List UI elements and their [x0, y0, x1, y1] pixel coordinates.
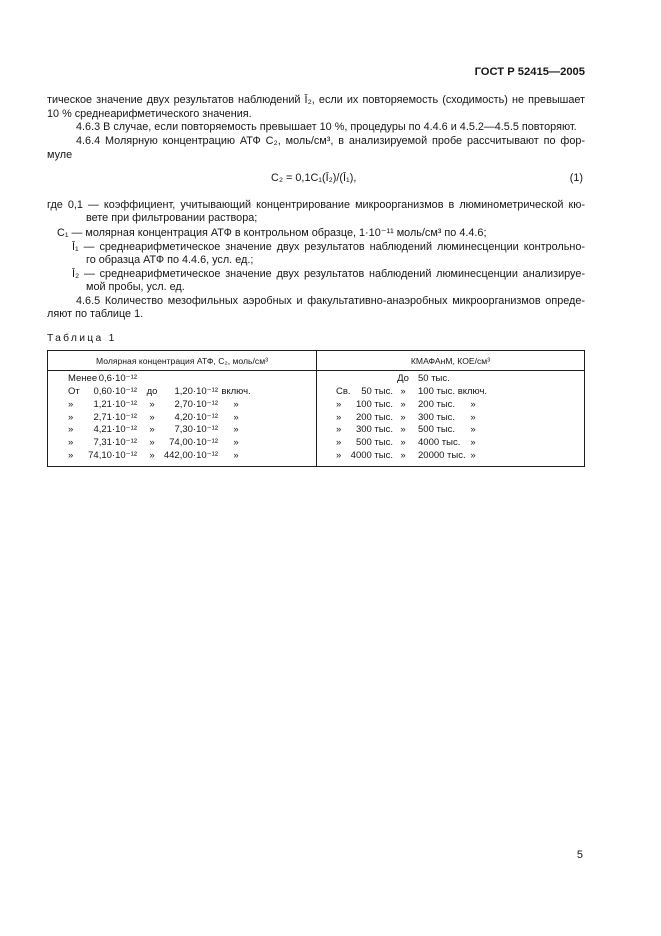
definition-i2-line: мой пробы, усл. ед. — [86, 281, 185, 293]
paragraph-line: 10 % среднеарифметического значения. — [47, 108, 252, 120]
kmafanm-cell: » — [470, 450, 476, 461]
paragraph-4-6-5-line: 4.6.5 Количество мезофильных аэробных и факультативно-анаэробных микроорганизмов опреде- — [76, 295, 585, 307]
table-row — [48, 450, 584, 463]
atp-cell: » — [68, 437, 74, 449]
atp-cell: » — [149, 398, 155, 410]
atp-cell: 0,60·10⁻¹² — [93, 386, 137, 397]
definition-coefficient-line: где 0,1 — коэффициент, учитывающий концентрирование микроорганизмов в люминометрической кю- — [47, 199, 585, 211]
atp-cell: Менее — [68, 373, 98, 385]
kmafanm-cell: » — [470, 424, 476, 436]
kmafanm-cell: 300 тыс. — [355, 424, 393, 436]
atp-cell: От — [68, 386, 80, 397]
atp-cell: 74,00·10⁻¹² — [169, 437, 218, 449]
table-row — [48, 437, 584, 450]
formula-number: (1) — [569, 172, 583, 184]
kmafanm-cell: 20000 тыс. — [418, 450, 466, 461]
atp-cell: » — [149, 424, 155, 436]
atp-cell: 1,20·10⁻¹² — [174, 386, 218, 397]
kmafanm-cell: 100 тыс. включ. — [418, 386, 488, 397]
kmafanm-cell: 500 тыс. — [355, 437, 393, 449]
atp-cell: 4,21·10⁻¹² — [93, 424, 137, 436]
atp-cell: » — [233, 398, 239, 410]
kmafanm-cell: 50 тыс. — [418, 373, 450, 385]
kmafanm-cell: » — [400, 386, 406, 397]
atp-cell: 2,71·10⁻¹² — [93, 411, 137, 423]
paragraph-4-6-4-line: 4.6.4 Молярную концентрацию АТФ C₂, моль/см³, в анализируемой пробе рассчитывают по фор- — [76, 135, 585, 147]
atp-cell: 4,20·10⁻¹² — [174, 411, 218, 423]
atp-cell: » — [233, 411, 239, 423]
table-body — [48, 351, 584, 466]
table-row — [48, 399, 584, 412]
atp-cell: 7,30·10⁻¹² — [174, 424, 218, 436]
kmafanm-cell: 100 тыс. — [355, 398, 393, 410]
kmafanm-cell: » — [400, 437, 406, 449]
paragraph-line: тическое значение двух результатов наблюдений Ī₂, если их повторяемость (сходимость) не превышает — [47, 94, 585, 106]
document-number-header: ГОСТ Р 52415—2005 — [474, 66, 585, 78]
kmafanm-cell: » — [400, 450, 406, 461]
kmafanm-cell: 50 тыс. — [361, 386, 393, 397]
kmafanm-cell: » — [336, 450, 342, 461]
kmafanm-cell: 4000 тыс. — [350, 450, 393, 461]
paragraph-4-6-4-line: муле — [47, 149, 73, 161]
kmafanm-cell: » — [336, 424, 342, 436]
kmafanm-cell: » — [400, 398, 406, 410]
kmafanm-cell: » — [400, 411, 406, 423]
paragraph-4-6-5-line: ляют по таблице 1. — [47, 308, 144, 320]
kmafanm-cell: » — [336, 398, 342, 410]
kmafanm-cell: » — [336, 411, 342, 423]
atp-cell: » — [68, 450, 74, 461]
table-caption: Таблица 1 — [47, 333, 117, 344]
table-row — [48, 424, 584, 437]
kmafanm-cell: 4000 тыс. — [418, 437, 461, 449]
atp-cell: 7,31·10⁻¹² — [93, 437, 137, 449]
definition-i2-line: Ī₂ — среднеарифметическое значение двух результатов наблюдений люминесценции анализируе- — [72, 268, 585, 280]
atp-cell: » — [149, 411, 155, 423]
kmafanm-cell: 300 тыс. — [418, 411, 456, 423]
kmafanm-cell: 200 тыс. — [418, 398, 456, 410]
atp-cell: 74,10·10⁻¹² — [88, 450, 137, 461]
kmafanm-cell: До — [397, 373, 409, 385]
kmafanm-cell: 200 тыс. — [355, 411, 393, 423]
definition-i1-line: Ī₁ — среднеарифметическое значение двух результатов наблюдений люминесценции контрольно- — [72, 241, 585, 253]
atp-cell: » — [233, 450, 239, 461]
atp-cell: до — [146, 386, 158, 397]
table-row — [48, 412, 584, 425]
atp-cell: » — [149, 437, 155, 449]
atp-cell: 1,21·10⁻¹² — [93, 398, 137, 410]
atp-cell: 2,70·10⁻¹² — [174, 398, 218, 410]
definition-i1-line: го образца АТФ по 4.4.6, усл. ед.; — [86, 254, 254, 266]
atp-cell: » — [233, 424, 239, 436]
atp-cell: 442,00·10⁻¹² — [163, 450, 218, 461]
atp-cell: включ. — [221, 386, 251, 397]
kmafanm-cell: » — [470, 437, 476, 449]
definition-coefficient-line: вете при фильтровании раствора; — [86, 212, 258, 224]
table-header-kmafanm: КМАФАнМ, КОЕ/см³ — [410, 356, 491, 366]
table-header-atp: Молярная концентрация АТФ, C₂, моль/см³ — [96, 356, 268, 366]
atp-cell: » — [68, 398, 74, 410]
atp-cell: » — [68, 411, 74, 423]
table-row — [48, 373, 584, 386]
kmafanm-cell: » — [470, 411, 476, 423]
table-1 — [47, 350, 585, 467]
definition-c1: C₁ — молярная концентрация АТФ в контрольном образце, 1·10⁻¹¹ моль/см³ по 4.4.6; — [57, 227, 487, 239]
paragraph-4-6-3: 4.6.3 В случае, если повторяемость превышает 10 %, процедуры по 4.4.6 и 4.5.2—4.5.5 повторяют. — [76, 121, 577, 133]
kmafanm-cell: » — [400, 424, 406, 436]
atp-cell: » — [68, 424, 74, 436]
kmafanm-cell: Св. — [336, 386, 351, 397]
kmafanm-cell: » — [470, 398, 476, 410]
formula-expression: C₂ = 0,1C₁(Ī₂)/(Ī₁), — [271, 172, 357, 184]
atp-cell: » — [233, 437, 239, 449]
atp-cell: 0,6·10⁻¹² — [98, 373, 137, 385]
page-number: 5 — [576, 849, 583, 861]
kmafanm-cell: 500 тыс. — [418, 424, 456, 436]
atp-cell: » — [149, 450, 155, 461]
kmafanm-cell: » — [336, 437, 342, 449]
table-row — [48, 386, 584, 399]
